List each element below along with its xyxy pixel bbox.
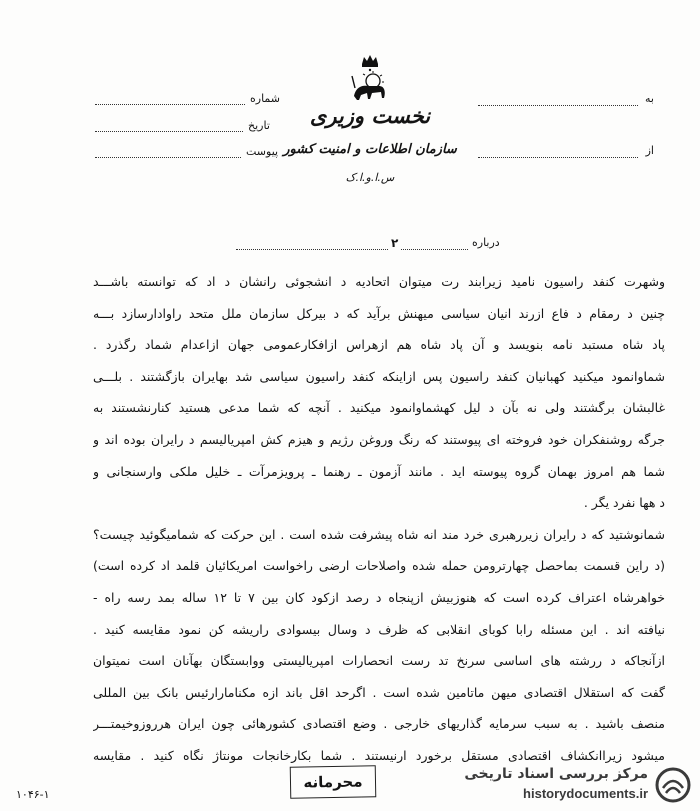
document-reference: ۱۰۴۶-۱	[16, 788, 50, 801]
body-line: شما هم امروز بهمان گروه پیوسته اید . مانند آزمون ـ رهنما ـ پرویزمرآت ـ خلیل ملکی وارسنجانی و	[93, 463, 665, 479]
body-line: ازآنجاکه د ررشته های اساسی سرنخ تد رست انحصارات امپریالیستی ووابستگان بهآنان است نمیتوان	[93, 653, 665, 669]
body-line: غالبشان برگشتند ولی نه بآن د لیل کهشماوانمود میکنید . آنچه که شما مدعی هستید کنارنشستند به	[93, 400, 665, 416]
body-line: گفت که استقلال اقتصادی میهن ماتامین شده است . اگرحد اقل باند ازه مکنامارارئیس بانک بین المللی	[93, 684, 665, 700]
body-line: پاد شاه مستبد نامه بنویسد و آن پاد شاه هم ازهراس ازافکارعمومی جهان ازاعدام شماد رگذرد .	[93, 337, 665, 353]
body-line: د هها نفرد یگر .	[583, 495, 665, 511]
archive-logo-icon	[654, 766, 692, 804]
body-line: نیافته اند . این مسئله رابا کوبای انقلابی که ظرف د وسال بیسوادی راریشه کن نمود مقایسه کنید .	[93, 621, 665, 637]
from-field-line	[478, 157, 638, 158]
classification-stamp: محرمانه	[290, 765, 377, 798]
body-line: شماوانمود میکنید کهبانیان کنفد راسیون پس ازاینکه کنفد راسیون سیاسی شد بهایران بازگشتند . بلـــی	[93, 368, 665, 384]
watermark-name: مرکز بررسی اسناد تاریخی	[464, 766, 648, 782]
from-label: از	[645, 144, 654, 157]
letter-body	[93, 266, 665, 772]
number-label: شماره	[250, 92, 281, 105]
watermark-url: historydocuments.ir	[523, 786, 648, 801]
page-number: ۲	[388, 236, 401, 250]
body-line: جرگه روشنفکران خود فروخته ای پیوستند که رنگ وروغن رژیم و هیزم کش امپریالیسم د رایران بوده اند و	[93, 431, 665, 447]
body-line: چنین د رمقام د فاع ازرند انیان سیاسی میهنش برآید که د بیرکل سازمان ملل متحد راوادارسازد بـــه	[93, 305, 665, 321]
subject-field-line	[236, 249, 468, 250]
to-field-line	[478, 105, 638, 106]
body-line: وشهرت کنفد راسیون نامید زیرابند رت میتوان اتحادیه د انشجوئی رانشان د اد که توانسته باشـــد	[93, 274, 665, 289]
attachment-label: پیوست	[246, 145, 279, 158]
lion-and-sun-emblem-icon	[349, 54, 391, 102]
archive-watermark	[442, 764, 692, 806]
body-line: (د راین قسمت بماحصل چهارترومن حمله شده واصلاحات ارضی راخواست امریکائیان قلمد اد کرده است)	[93, 558, 665, 574]
subject-label: درباره	[472, 236, 500, 249]
body-line: منصف باشید . به سبب سرمایه گذاریهای خارجی . وضع اقتصادی کشورهائی چون ایران هرروزوخیمتـــر	[93, 716, 665, 732]
number-field-line	[95, 104, 245, 105]
date-field-line	[95, 131, 243, 132]
body-line: میشود زیراانکشاف اقتصادی مستقل برخورد ارنیستند . شما بکارخانجات مونتاژ نگاه کنید . مقایسه	[93, 747, 665, 763]
to-label: به	[645, 92, 654, 105]
date-label: تاریخ	[248, 119, 270, 132]
body-line: شمانوشتید که د رایران زیررهبری خرد مند انه شاه پیشرفت شده است . این حرکت که شمامیگوئید چیست؟	[93, 526, 665, 542]
organization-abbreviation: س.ا.و.ا.ک	[345, 171, 395, 184]
ministry-title: نخست وزیری	[309, 104, 431, 128]
body-line: خواهرشاه اعتراف کرده است که هنوزبیش ازپنجاه د رصد ازکود کان بین ۷ تا ۱۲ ساله بمد رسه راه -	[93, 589, 665, 605]
organization-title: سازمان اطلاعات و امنیت کشور	[283, 142, 457, 157]
attachment-field-line	[95, 157, 241, 158]
